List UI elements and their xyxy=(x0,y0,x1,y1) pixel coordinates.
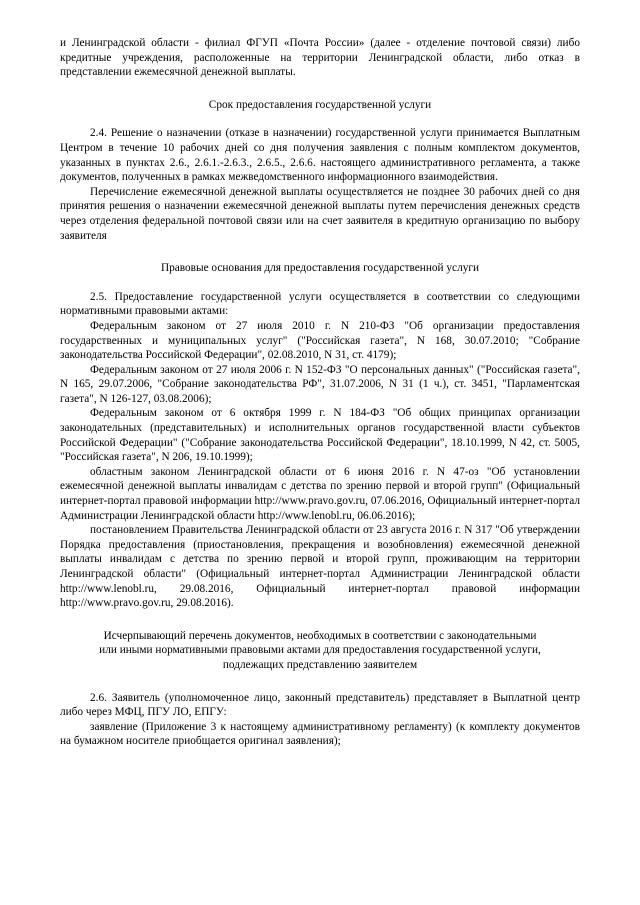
intro-paragraph: и Ленинградской области - филиал ФГУП «Почта России» (далее - отделение почтовой связи) либо кредитные учреждения, расположенные на территории Ленинградской области, либо отказ в представлении ежемесячной денежной выплаты. xyxy=(60,37,580,79)
section-heading-term: Срок предоставления государственной услуги xyxy=(208,98,432,111)
section-heading-docs-line-3: подлежащих представлению заявителем xyxy=(222,658,418,671)
legal-act-317: постановлением Правительства Ленинградской области от 23 августа 2016 г. N 317 "Об утверждении Порядка предоставления (приостановления, прекращения и возобновления) ежемесячной денежной выплаты инвалидам с детства по зрению первой и второй групп, проживающим на территории Ленинградской области" (Официальный интернет-портал Администрации Ленинградской области http://www.lenobl.ru, 29.08.2016, Официальный интернет-портал правовой информации http://www.pravo.gov.ru, 29.08.2016). xyxy=(60,524,580,610)
section-heading-legal: Правовые основания для предоставления государственной услуги xyxy=(160,262,480,275)
section-heading-docs-line-1: Исчерпывающий перечень документов, необходимых в соответствии с законодательными xyxy=(103,629,537,642)
paragraph-payment-transfer: Перечисление ежемесячной денежной выплаты осуществляется не позднее 30 рабочих дней со дня принятия решения о назначении ежемесячной денежной выплаты путем перечисления денежных средств через отделения федеральной почтовой связи или на счет заявителя в кредитную организацию по выбору заявителя xyxy=(60,185,580,242)
document-page xyxy=(60,36,580,749)
legal-act-152-fz: Федеральным законом от 27 июля 2006 г. N 152-ФЗ "О персональных данных" ("Российская газета", N 165, 29.07.2006, "Собрание законодательства РФ", 31.07.2006, N 31 (1 ч.), ст. 3451, "Парламентская газета", N 126-127, 03.08.2006); xyxy=(60,363,580,405)
legal-act-47-oz: областным законом Ленинградской области от 6 июня 2016 г. N 47-оз "Об установлении ежемесячной денежной выплаты инвалидам с детства по зрению первой и второй групп" (Официальный интернет-портал правовой информации http://www.pravo.gov.ru, 07.06.2016, Официальный интернет-портал Администрации Ленинградской области http://www.lenobl.ru, 06.06.2016); xyxy=(60,465,580,522)
section-heading-docs-line-2: или иными нормативными правовыми актами для предоставления государственной услуги, xyxy=(99,644,541,657)
legal-act-184-fz: Федеральным законом от 6 октября 1999 г. N 184-ФЗ "Об общих принципах организации законодательных (представительных) и исполнительных органов государственной власти субъектов Российской Федерации" ("Собрание законодательства Российской Федерации", 18.10.1999, N 42, ст. 5005, "Российская газета", N 206, 19.10.1999); xyxy=(60,407,580,464)
legal-act-210-fz: Федеральным законом от 27 июля 2010 г. N 210-ФЗ "Об организации предоставления государственных и муниципальных услуг" ("Российская газета", N 168, 30.07.2010; "Собрание законодательства Российской Федерации", 02.08.2010, N 31, ст. 4179); xyxy=(60,319,580,362)
paragraph-2-5: 2.5. Предоставление государственной услуги осуществляется в соответствии со следующими нормативными правовыми актами: xyxy=(60,290,580,318)
paragraph-2-6: 2.6. Заявитель (уполномоченное лицо, законный представитель) представляет в Выплатной центр либо через МФЦ, ПГУ ЛО, ЕПГУ: xyxy=(60,691,580,719)
paragraph-2-4: 2.4. Решение о назначении (отказе в назначении) государственной услуги принимается Выплатным Центром в течение 10 рабочих дней со дня получения заявления с полным комплектом документов, указанных в пунктах 2.6., 2.6.1.-2.6.3., 2.6.5., 2.6.6. настоящего административного регламента, а также документов, полученных в рамках межведомственного информационного взаимодействия. xyxy=(60,127,580,184)
paragraph-application: заявление (Приложение 3 к настоящему административному регламенту) (к комплекту документов на бумажном носителе приобщается оригинал заявления); xyxy=(60,720,580,748)
